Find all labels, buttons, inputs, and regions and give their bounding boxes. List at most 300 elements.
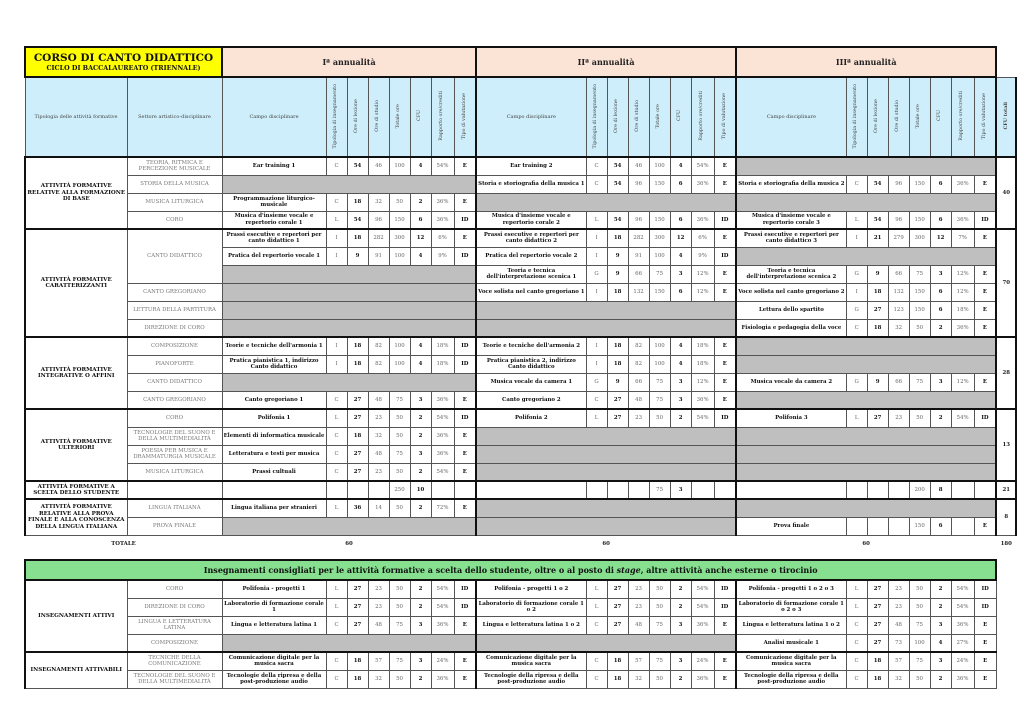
course-name-y2: Storia e storiografia della musica 1 — [476, 175, 586, 193]
value-valutazione-y3: E — [974, 301, 996, 319]
course-name-y2: Tecnologie della ripresa e della post-produzione audio — [476, 670, 586, 688]
value-totale-ore-y3: 150 — [909, 211, 930, 229]
value-valutazione-y1: ID — [454, 598, 476, 616]
course-name-y1: Elementi di informatica musicale — [222, 427, 326, 445]
col-label: CFU — [937, 110, 943, 122]
sector: CORO — [127, 580, 222, 598]
value-valutazione-y2: E — [714, 652, 736, 670]
value-rapporto-y3: 54% — [951, 598, 974, 616]
empty-cell-y3 — [736, 391, 996, 409]
value-ore-lezione-y1: 27 — [347, 598, 368, 616]
value-totale-ore-y2: 75 — [649, 265, 670, 283]
empty-cell-y1 — [222, 265, 476, 283]
empty-cell-y3 — [736, 157, 996, 175]
value-rapporto-y3: 54% — [951, 580, 974, 598]
value-cfu-y1: 10 — [410, 481, 431, 499]
value-ore-studio-y1: 32 — [368, 193, 389, 211]
value-rapporto-y3: 36% — [951, 670, 974, 688]
value-totale-ore-y1: 50 — [389, 670, 410, 688]
value-tipologia-ins-y3: C — [846, 175, 867, 193]
heading-text: Insegnamenti consigliati per le attività formative a scelta dello studente, oltre o al posto di — [203, 564, 617, 575]
year-3-header: IIIª annualità — [736, 47, 996, 77]
value-rapporto-y2: 18% — [691, 337, 714, 355]
value-ore-studio-y2: 82 — [628, 355, 649, 373]
table-row — [25, 337, 1016, 355]
col-ore-studio-y1 — [368, 77, 389, 157]
col-label: Tipo di valutazione — [461, 92, 467, 139]
value-ore-studio-y1: 23 — [368, 409, 389, 427]
table-row — [25, 499, 1016, 517]
value-ore-lezione-y3 — [867, 481, 888, 499]
col-tipologia-ins-y2 — [586, 77, 607, 157]
sector: TECNOLOGIE DEL SUONO E DELLA MULTIMEDIALITÀ — [127, 427, 222, 445]
value-cfu-y2: 4 — [670, 247, 691, 265]
value-totale-ore-y3: 75 — [909, 373, 930, 391]
value-rapporto-y2: 12% — [691, 283, 714, 301]
col-settore: Settore artistico-disciplinare — [127, 77, 222, 157]
value-rapporto-y3: 12% — [951, 265, 974, 283]
value-cfu-y3: 2 — [930, 670, 951, 688]
value-cfu-y3: 3 — [930, 616, 951, 634]
value-tipologia-ins-y1: I — [326, 337, 347, 355]
value-totale-ore-y2: 100 — [649, 157, 670, 175]
table-row — [25, 175, 1016, 193]
value-rapporto-y3: 12% — [951, 283, 974, 301]
col-ore-studio-y3 — [888, 77, 909, 157]
col-totale-ore-y3 — [909, 77, 930, 157]
value-ore-studio-y1: 32 — [368, 427, 389, 445]
value-tipologia-ins-y2: G — [586, 373, 607, 391]
value-ore-studio-y1: 23 — [368, 598, 389, 616]
course-name-y1: Letteratura e testi per musica — [222, 445, 326, 463]
year-1-header: Iª annualità — [222, 47, 476, 77]
value-ore-lezione-y1: 9 — [347, 247, 368, 265]
value-valutazione-y2: E — [714, 265, 736, 283]
sector: TECNICHE DELLA COMUNICAZIONE — [127, 652, 222, 670]
table-row — [25, 598, 996, 616]
value-ore-studio-y2: 48 — [628, 616, 649, 634]
value-ore-studio-y3: 57 — [888, 652, 909, 670]
course-name-y1: Programmazione liturgico-musicale — [222, 193, 326, 211]
value-ore-lezione-y3: 21 — [867, 229, 888, 247]
value-ore-studio-y3: 123 — [888, 301, 909, 319]
value-totale-ore-y1: 50 — [389, 580, 410, 598]
value-valutazione-y2: E — [714, 391, 736, 409]
cfu-total: 40 — [996, 157, 1016, 229]
value-tipologia-ins-y2: C — [586, 670, 607, 688]
col-rapporto-y1 — [431, 77, 454, 157]
value-totale-ore-y2: 75 — [649, 373, 670, 391]
table-row — [25, 391, 1016, 409]
course-name-y2: Prassi esecutive e repertori per canto didattico 2 — [476, 229, 586, 247]
sector: CANTO GREGORIANO — [127, 391, 222, 409]
sector: POESIA PER MUSICA E DRAMMATURGIA MUSICALE — [127, 445, 222, 463]
value-totale-ore-y1: 75 — [389, 652, 410, 670]
value-cfu-y1: 3 — [410, 391, 431, 409]
value-tipologia-ins-y2: I — [586, 337, 607, 355]
value-rapporto-y1: 54% — [431, 463, 454, 481]
col-label: Ore di studio — [635, 99, 641, 132]
course-name-y2: Pratica pianistica 2, indirizzo Canto didattico — [476, 355, 586, 373]
value-ore-studio-y1: 14 — [368, 499, 389, 517]
empty-cell-y3 — [736, 445, 996, 463]
total-all: 180 — [1000, 541, 1012, 548]
value-totale-ore-y3: 75 — [909, 616, 930, 634]
value-totale-ore-y3: 100 — [909, 634, 930, 652]
sector: LINGUA E LETTERATURA LATINA — [127, 616, 222, 634]
value-cfu-y2: 4 — [670, 337, 691, 355]
value-valutazione-y2: ID — [714, 580, 736, 598]
value-ore-lezione-y1: 27 — [347, 616, 368, 634]
col-campo-y3: Campo disciplinare — [736, 77, 846, 157]
course-name-y2: Ear training 2 — [476, 157, 586, 175]
value-totale-ore-y2: 50 — [649, 409, 670, 427]
value-cfu-y3: 6 — [930, 301, 951, 319]
value-ore-lezione-y2: 27 — [607, 580, 628, 598]
course-name-y2 — [476, 481, 586, 499]
value-ore-lezione-y3 — [867, 517, 888, 535]
value-ore-lezione-y3: 27 — [867, 598, 888, 616]
value-valutazione-y1: ID — [454, 337, 476, 355]
value-ore-lezione-y2: 9 — [607, 373, 628, 391]
value-cfu-y3: 2 — [930, 580, 951, 598]
value-valutazione-y1: ID — [454, 409, 476, 427]
value-totale-ore-y2: 50 — [649, 598, 670, 616]
value-valutazione-y2: E — [714, 337, 736, 355]
course-name-y2: Musica d'insieme vocale e repertorio corale 2 — [476, 211, 586, 229]
sector: COMPOSIZIONE — [127, 634, 222, 652]
course-name-y2: Voce solista nel canto gregoriano 1 — [476, 283, 586, 301]
value-valutazione-y2: ID — [714, 211, 736, 229]
value-tipologia-ins-y3: L — [846, 211, 867, 229]
value-totale-ore-y2: 150 — [649, 211, 670, 229]
value-ore-studio-y3: 96 — [888, 175, 909, 193]
course-name-y3: Comunicazione digitale per la musica sacra — [736, 652, 846, 670]
value-cfu-y1: 4 — [410, 157, 431, 175]
value-rapporto-y1: 18% — [431, 337, 454, 355]
value-ore-lezione-y2: 54 — [607, 175, 628, 193]
value-tipologia-ins-y2 — [586, 481, 607, 499]
recommended-heading — [25, 560, 996, 580]
table-row — [25, 319, 1016, 337]
course-name-y3: Teoria e tecnica dell'interpretazione scenica 2 — [736, 265, 846, 283]
col-label: Tipologia di insegnamento — [333, 83, 339, 149]
value-ore-lezione-y3: 27 — [867, 580, 888, 598]
value-totale-ore-y1: 100 — [389, 157, 410, 175]
total-y3: 60 — [862, 541, 870, 548]
value-totale-ore-y1: 150 — [389, 211, 410, 229]
value-cfu-y1: 6 — [410, 211, 431, 229]
col-label: Rapporto ore/crediti — [959, 90, 965, 141]
table-row — [25, 211, 1016, 229]
value-totale-ore-y1: 50 — [389, 463, 410, 481]
course-name-y1: Polifonia 1 — [222, 409, 326, 427]
value-valutazione-y3: E — [974, 283, 996, 301]
value-totale-ore-y3: 200 — [909, 481, 930, 499]
value-totale-ore-y1: 300 — [389, 229, 410, 247]
value-cfu-y2: 3 — [670, 373, 691, 391]
value-totale-ore-y2: 150 — [649, 175, 670, 193]
course-name-y2: Polifonia - progetti 1 o 2 — [476, 580, 586, 598]
value-ore-lezione-y1: 18 — [347, 670, 368, 688]
value-ore-studio-y2 — [628, 481, 649, 499]
value-ore-studio-y1: 32 — [368, 670, 389, 688]
course-name-y1: Tecnologie della ripresa e della post-produzione audio — [222, 670, 326, 688]
cfu-total: 70 — [996, 229, 1016, 337]
col-rapporto-y2 — [691, 77, 714, 157]
value-ore-studio-y1: 82 — [368, 337, 389, 355]
course-name-y2: Teorie e tecniche dell'armonia 2 — [476, 337, 586, 355]
empty-cell-y3 — [736, 499, 996, 517]
cfu-total: 28 — [996, 337, 1016, 409]
value-valutazione-y3: E — [974, 265, 996, 283]
value-valutazione-y1: E — [454, 391, 476, 409]
value-tipologia-ins-y1: C — [326, 427, 347, 445]
value-cfu-y2: 6 — [670, 211, 691, 229]
value-tipologia-ins-y2: I — [586, 247, 607, 265]
empty-cell-y1 — [222, 517, 476, 535]
value-rapporto-y2: 36% — [691, 616, 714, 634]
value-rapporto-y3 — [951, 517, 974, 535]
value-valutazione-y3 — [974, 481, 996, 499]
value-rapporto-y1: 36% — [431, 445, 454, 463]
empty-cell-y3 — [736, 247, 996, 265]
value-ore-studio-y3: 66 — [888, 265, 909, 283]
value-rapporto-y1: 36% — [431, 616, 454, 634]
empty-cell-y1 — [222, 175, 476, 193]
table-row — [25, 283, 1016, 301]
value-ore-lezione-y2: 18 — [607, 229, 628, 247]
value-ore-studio-y1: 96 — [368, 211, 389, 229]
value-cfu-y1: 4 — [410, 247, 431, 265]
course-name-y3: Analisi musicale 1 — [736, 634, 846, 652]
value-tipologia-ins-y2: I — [586, 229, 607, 247]
value-ore-studio-y3: 32 — [888, 670, 909, 688]
empty-cell-y2 — [476, 319, 736, 337]
sector: STORIA DELLA MUSICA — [127, 175, 222, 193]
value-totale-ore-y2: 75 — [649, 481, 670, 499]
value-valutazione-y1: E — [454, 229, 476, 247]
col-label: Tipologia di insegnamento — [593, 83, 599, 149]
value-rapporto-y2: 9% — [691, 247, 714, 265]
value-totale-ore-y1: 100 — [389, 247, 410, 265]
value-tipologia-ins-y1: L — [326, 409, 347, 427]
empty-cell-y3 — [736, 463, 996, 481]
col-label: Tipo di valutazione — [981, 92, 987, 139]
value-valutazione-y3: E — [974, 319, 996, 337]
value-ore-lezione-y1: 18 — [347, 652, 368, 670]
value-ore-lezione-y2 — [607, 481, 628, 499]
activity-type: ATTIVITÀ FORMATIVE A SCELTA DELLO STUDENTE — [25, 481, 127, 499]
col-totale-ore-y1 — [389, 77, 410, 157]
value-valutazione-y1: E — [454, 499, 476, 517]
value-ore-lezione-y1: 36 — [347, 499, 368, 517]
value-ore-studio-y1: 48 — [368, 616, 389, 634]
value-tipologia-ins-y1: C — [326, 445, 347, 463]
empty-cell-y2 — [476, 634, 736, 652]
curriculum-sheet — [24, 46, 1012, 689]
course-name-y1: Teorie e tecniche dell'armonia 1 — [222, 337, 326, 355]
value-cfu-y2: 3 — [670, 265, 691, 283]
table-row — [25, 355, 1016, 373]
value-ore-studio-y2: 23 — [628, 409, 649, 427]
value-tipologia-ins-y1: L — [326, 499, 347, 517]
value-totale-ore-y1: 50 — [389, 409, 410, 427]
value-cfu-y1: 2 — [410, 193, 431, 211]
value-tipologia-ins-y1: I — [326, 229, 347, 247]
col-tipologia-attivita: Tipologia delle attività formative — [25, 77, 127, 157]
value-ore-studio-y3 — [888, 517, 909, 535]
value-cfu-y2: 2 — [670, 598, 691, 616]
value-rapporto-y1: 72% — [431, 499, 454, 517]
value-ore-studio-y3: 279 — [888, 229, 909, 247]
totals-row — [25, 535, 1016, 553]
sector: TEORIA, RITMICA E PERCEZIONE MUSICALE — [127, 157, 222, 175]
table-row — [25, 652, 996, 670]
value-ore-studio-y1: 48 — [368, 445, 389, 463]
value-ore-lezione-y2: 27 — [607, 616, 628, 634]
value-tipologia-ins-y3: L — [846, 598, 867, 616]
value-tipologia-ins-y2: C — [586, 616, 607, 634]
course-subtitle: CICLO DI BACCALAUREATO (TRIENNALE) — [46, 64, 201, 72]
value-cfu-y1: 3 — [410, 652, 431, 670]
sector: CANTO GREGORIANO — [127, 283, 222, 301]
value-valutazione-y1: ID — [454, 355, 476, 373]
value-totale-ore-y3: 75 — [909, 652, 930, 670]
value-cfu-y3: 3 — [930, 373, 951, 391]
value-tipologia-ins-y1: C — [326, 391, 347, 409]
value-cfu-y2: 3 — [670, 481, 691, 499]
value-ore-studio-y3: 23 — [888, 409, 909, 427]
value-ore-studio-y1: 91 — [368, 247, 389, 265]
value-totale-ore-y2: 150 — [649, 283, 670, 301]
value-ore-lezione-y1: 18 — [347, 355, 368, 373]
heading-text: stage — [616, 564, 641, 575]
value-ore-lezione-y2: 54 — [607, 211, 628, 229]
value-valutazione-y3: ID — [974, 409, 996, 427]
value-ore-studio-y3: 23 — [888, 598, 909, 616]
value-rapporto-y1: 54% — [431, 598, 454, 616]
value-cfu-y3: 8 — [930, 481, 951, 499]
value-valutazione-y2: E — [714, 175, 736, 193]
empty-cell-y2 — [476, 463, 736, 481]
value-totale-ore-y3: 50 — [909, 598, 930, 616]
value-rapporto-y1: 18% — [431, 355, 454, 373]
value-totale-ore-y2: 75 — [649, 616, 670, 634]
course-name-y3: Musica d'insieme vocale e repertorio corale 3 — [736, 211, 846, 229]
value-tipologia-ins-y1: L — [326, 580, 347, 598]
value-totale-ore-y2: 50 — [649, 670, 670, 688]
value-valutazione-y2: E — [714, 355, 736, 373]
course-name-y3 — [736, 481, 846, 499]
col-valutazione-y3 — [974, 77, 996, 157]
value-ore-lezione-y1: 18 — [347, 427, 368, 445]
col-label: Ore di studio — [375, 99, 381, 132]
value-tipologia-ins-y1: L — [326, 211, 347, 229]
value-cfu-y3: 6 — [930, 517, 951, 535]
value-valutazione-y2: ID — [714, 598, 736, 616]
value-tipologia-ins-y1: L — [326, 598, 347, 616]
sector — [127, 481, 222, 499]
col-label: CFU — [417, 110, 423, 122]
value-totale-ore-y2: 300 — [649, 229, 670, 247]
value-tipologia-ins-y1: C — [326, 193, 347, 211]
value-rapporto-y1: 9% — [431, 247, 454, 265]
empty-cell-y1 — [222, 319, 476, 337]
value-ore-lezione-y2: 18 — [607, 670, 628, 688]
value-ore-lezione-y3: 18 — [867, 652, 888, 670]
value-ore-studio-y2: 23 — [628, 598, 649, 616]
value-rapporto-y1: 36% — [431, 427, 454, 445]
value-tipologia-ins-y3: G — [846, 301, 867, 319]
col-label: Tipo di valutazione — [721, 92, 727, 139]
value-valutazione-y1: ID — [454, 211, 476, 229]
sector: TECNOLOGIE DEL SUONO E DELLA MULTIMEDIALITÀ — [127, 670, 222, 688]
value-tipologia-ins-y3: C — [846, 634, 867, 652]
value-cfu-y3: 2 — [930, 409, 951, 427]
col-label: CFU — [677, 110, 683, 122]
value-rapporto-y3: 36% — [951, 616, 974, 634]
value-cfu-y1: 3 — [410, 616, 431, 634]
value-ore-lezione-y1: 27 — [347, 580, 368, 598]
value-valutazione-y2 — [714, 481, 736, 499]
course-name-y1: Prassi cultuali — [222, 463, 326, 481]
value-ore-lezione-y1: 27 — [347, 463, 368, 481]
value-valutazione-y3: E — [974, 652, 996, 670]
col-label: Totale ore — [396, 103, 402, 128]
course-name-y2: Musica vocale da camera 1 — [476, 373, 586, 391]
value-tipologia-ins-y1 — [326, 481, 347, 499]
table-row — [25, 373, 1016, 391]
total-y1: 60 — [345, 541, 353, 548]
empty-cell-y2 — [476, 301, 736, 319]
value-cfu-y2: 4 — [670, 157, 691, 175]
value-ore-lezione-y1: 54 — [347, 211, 368, 229]
table-row — [25, 580, 996, 598]
value-tipologia-ins-y2: C — [586, 652, 607, 670]
empty-cell-y1 — [222, 301, 476, 319]
value-cfu-y1: 2 — [410, 598, 431, 616]
course-name-y1: Polifonia - progetti 1 — [222, 580, 326, 598]
value-ore-lezione-y1: 27 — [347, 445, 368, 463]
value-ore-lezione-y3: 9 — [867, 373, 888, 391]
value-totale-ore-y3: 50 — [909, 319, 930, 337]
value-tipologia-ins-y2: C — [586, 157, 607, 175]
col-ore-lezione-y2 — [607, 77, 628, 157]
value-ore-studio-y2: 48 — [628, 391, 649, 409]
value-rapporto-y1: 36% — [431, 211, 454, 229]
value-rapporto-y3 — [951, 481, 974, 499]
course-name-y3: Polifonia 3 — [736, 409, 846, 427]
value-ore-lezione-y3: 18 — [867, 319, 888, 337]
value-cfu-y1: 3 — [410, 445, 431, 463]
value-rapporto-y1: 24% — [431, 652, 454, 670]
value-cfu-y3: 3 — [930, 652, 951, 670]
activity-type: ATTIVITÀ FORMATIVE RELATIVE ALLA PROVA FINALE E ALLA CONOSCENZA DELLA LINGUA ITALIANA — [25, 499, 127, 535]
value-totale-ore-y1: 50 — [389, 598, 410, 616]
value-cfu-y3: 6 — [930, 283, 951, 301]
value-valutazione-y2: E — [714, 373, 736, 391]
value-ore-studio-y2: 282 — [628, 229, 649, 247]
value-ore-studio-y2: 32 — [628, 670, 649, 688]
value-cfu-y1: 2 — [410, 670, 431, 688]
course-name-y3: Lettura dello spartito — [736, 301, 846, 319]
value-rapporto-y2: 36% — [691, 211, 714, 229]
col-label: Ore di lezione — [614, 98, 620, 133]
value-cfu-y3: 6 — [930, 211, 951, 229]
table-row — [25, 463, 1016, 481]
empty-cell-y2 — [476, 427, 736, 445]
